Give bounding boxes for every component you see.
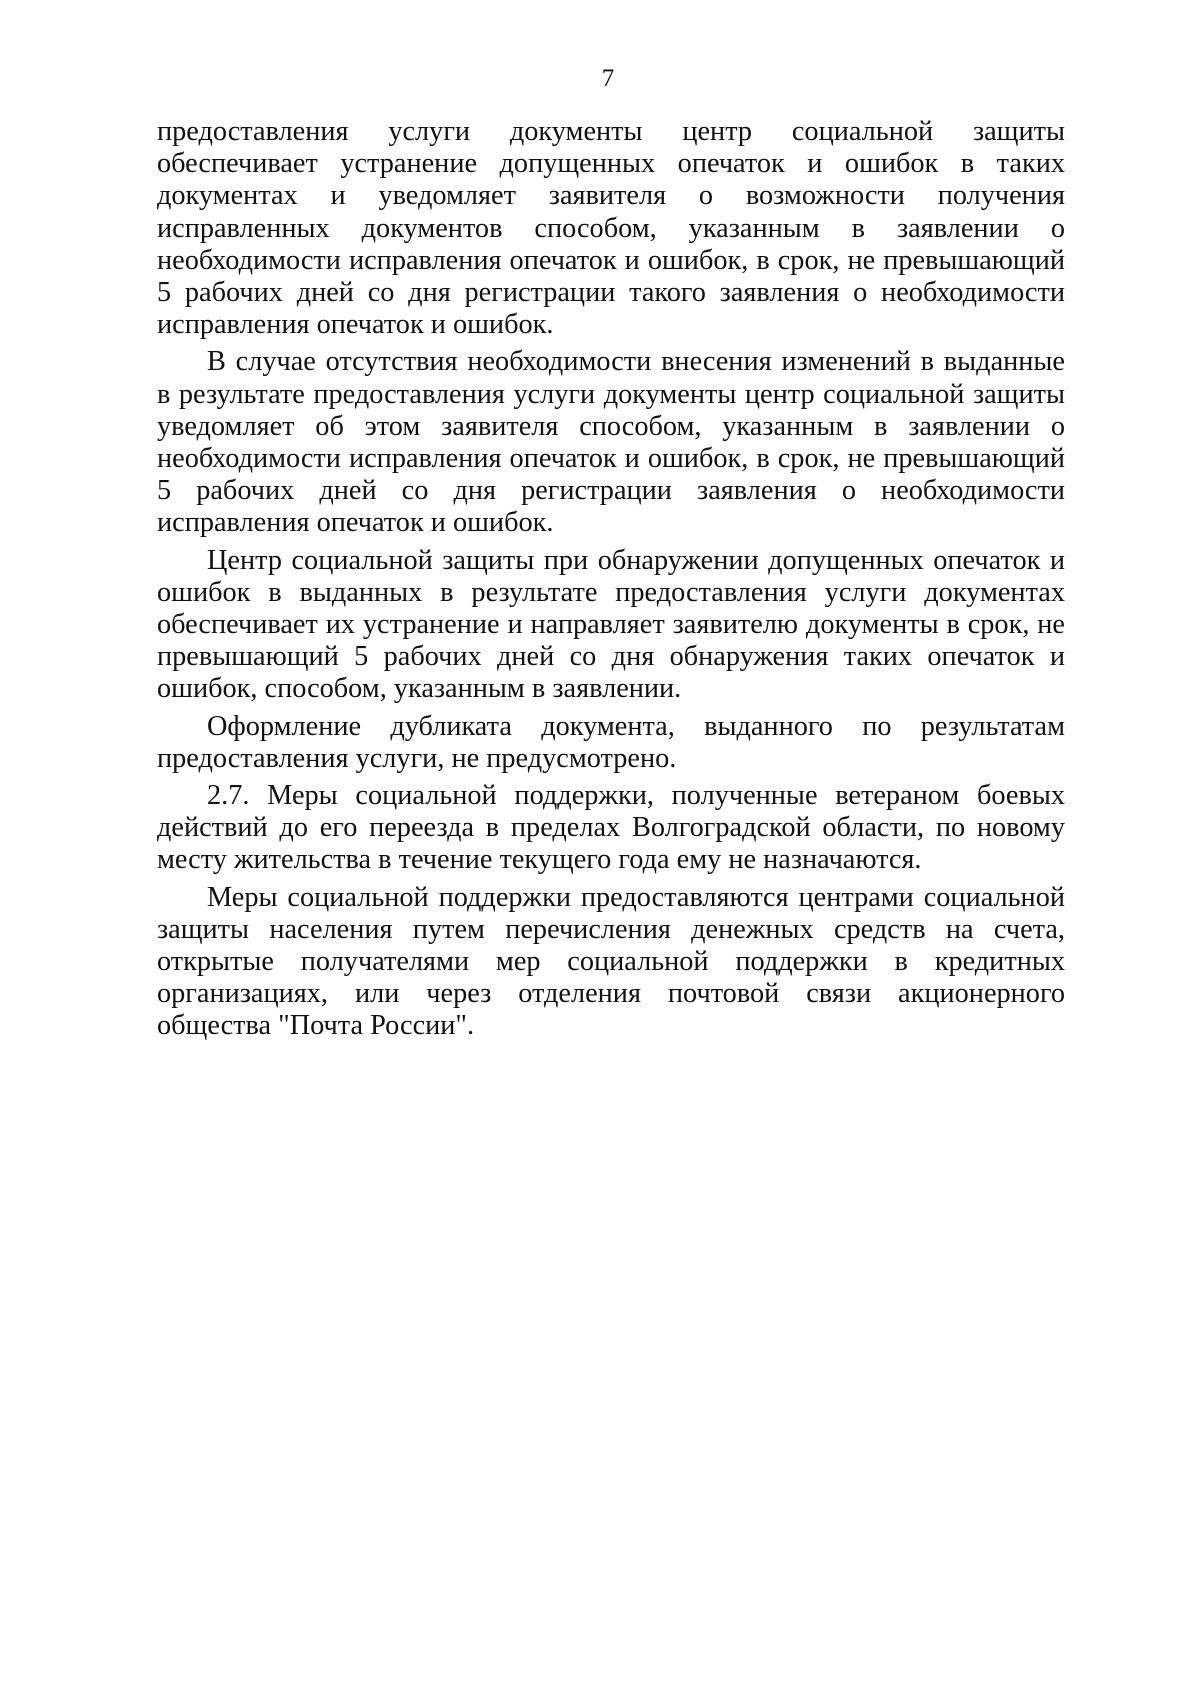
page-number: 7 <box>601 65 615 92</box>
paragraph-continuation: предоставления услуги документы центр социальной защиты обеспечивает устранение допущенных опечаток и ошибок в таких документах и уведомляет заявителя о возможности получения исправленных документов способом, указанным в заявлении о необходимости исправления опечаток и ошибок, в срок, не превышающий 5 рабочих дней со дня регистрации такого заявления о необходимости исправления опечаток и ошибок. <box>157 116 1065 341</box>
document-body <box>157 116 1065 1048</box>
paragraph-payment-methods: Меры социальной поддержки предоставляются центрами социальной защиты населения путем перечисления денежных средств на счета, открытые получателями мер социальной поддержки в кредитных организациях, или через отделения почтовой связи акционерного общества "Почта России". <box>157 881 1065 1042</box>
paragraph-error-correction: Центр социальной защиты при обнаружении допущенных опечаток и ошибок в выданных в результате предоставления услуги документах обеспечивает их устранение и направляет заявителю документы в срок, не превышающий 5 рабочих дней со дня обнаружения таких опечаток и ошибок, способом, указанным в заявлении. <box>157 544 1065 705</box>
paragraph-section-2-7: 2.7. Меры социальной поддержки, полученные ветераном боевых действий до его переезда в пределах Волгоградской области, по новому месту жительства в течение текущего года ему не назначаются. <box>157 780 1065 876</box>
paragraph-duplicate: Оформление дубликата документа, выданного по результатам предоставления услуги, не предусмотрено. <box>157 710 1065 774</box>
paragraph-no-changes-needed: В случае отсутствия необходимости внесения изменений в выданные в результате предоставления услуги документы центр социальной защиты уведомляет об этом заявителя способом, указанным в заявлении о необходимости исправления опечаток и ошибок, в срок, не превышающий 5 рабочих дней со дня регистрации заявления о необходимости исправления опечаток и ошибок. <box>157 346 1065 539</box>
